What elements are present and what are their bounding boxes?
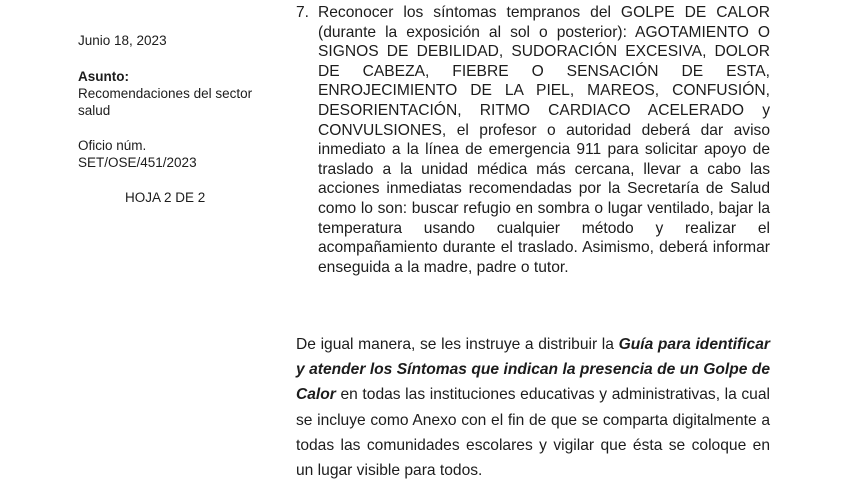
list-item-number: 7. <box>296 4 310 21</box>
page-indicator: HOJA 2 DE 2 <box>125 190 206 205</box>
subject-label: Asunto: <box>78 69 129 84</box>
subject-text: Recomendaciones del sector salud <box>78 86 253 118</box>
paragraph-rest: en todas las instituciones educativas y administrativas, la cual se incluye como Anexo con el fin de que se comparta digitalmente a todas las comunidades escolares y vigilar que ésta se coloque en un lugar visible para todos. <box>296 386 770 480</box>
letter-date: Junio 18, 2023 <box>78 33 167 48</box>
office-number-label: Oficio núm. <box>78 138 147 153</box>
paragraph-intro: De igual manera, se les instruye a distribuir la <box>296 336 619 353</box>
list-item-text: Reconocer los síntomas tempranos del GOLPE DE CALOR (durante la exposición al sol o posterior): AGOTAMIENTO O SIGNOS DE DEBILIDAD, SUDORACIÓN EXCESIVA, DOLOR DE CABEZA, FIEBRE O SENSACIÓN DE ESTA, ENROJECIMIENTO DE LA PIEL, MAREOS, CONFUSIÓN, DESORIENTACIÓN, RITMO CARDIACO ACELERADO y CONVULSIONES, el profesor o autoridad deberá dar aviso inmediato a la línea de emergencia 911 para solicitar apoyo de traslado a la unidad médica más cercana, llevar a cabo las acciones inmediatas recomendadas por la Secretaría de Salud como lo son: buscar refugio en sombra o lugar ventilado, bajar la temperatura usando cualquier método y realizar el acompañamiento durante el traslado. Asimismo, deberá informar enseguida a la madre, padre o tutor. <box>318 4 770 276</box>
guide-title: Guía para identificar y atender los Síntomas que indican la presencia de un Golpe de Calor <box>296 336 770 404</box>
office-number: SET/OSE/451/2023 <box>78 155 197 170</box>
closing-paragraph <box>296 332 770 483</box>
